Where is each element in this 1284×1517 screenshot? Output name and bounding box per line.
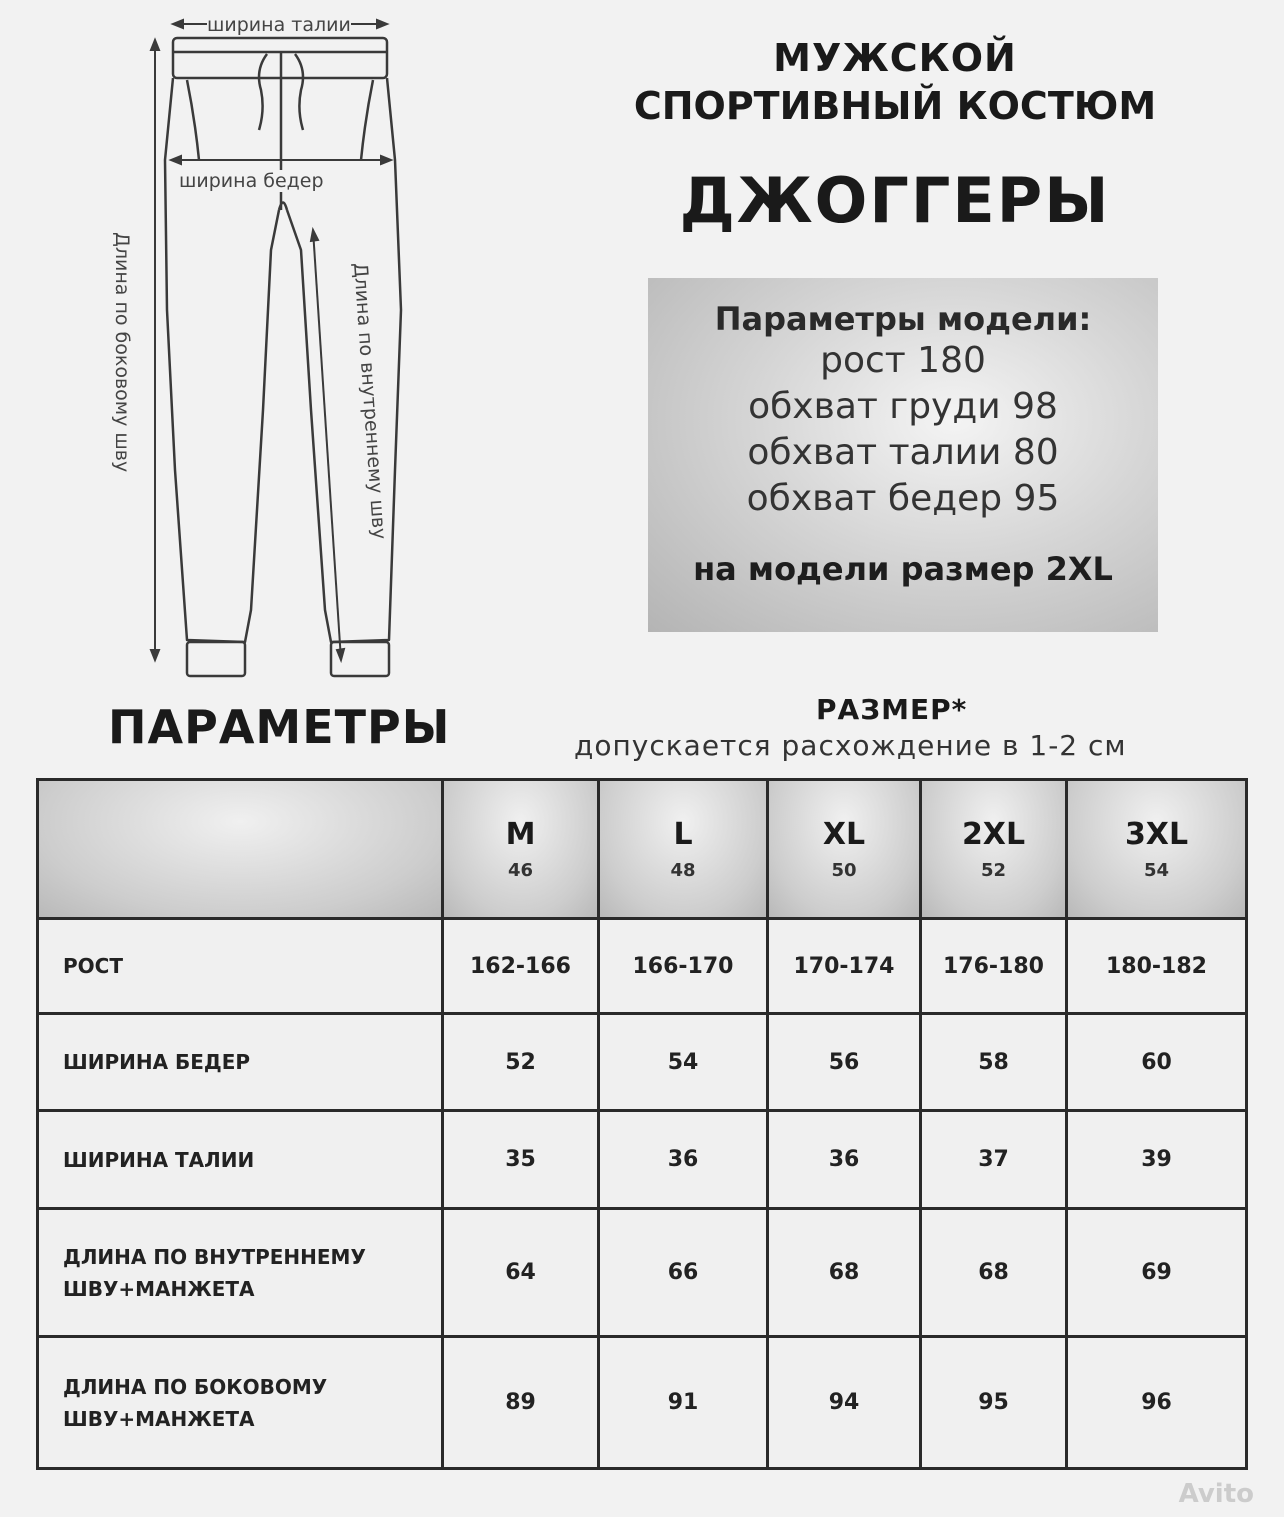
table-cell: 60: [1065, 1012, 1248, 1112]
row-label-waist-width: ШИРИНА ТАЛИИ: [36, 1109, 444, 1210]
model-height: рост 180: [820, 340, 986, 381]
model-hips: обхват бедер 95: [746, 478, 1060, 519]
table-cell: 54: [597, 1012, 769, 1112]
table-cell: 58: [919, 1012, 1068, 1112]
size-label: XL: [822, 817, 866, 852]
size-label: M: [505, 817, 536, 852]
table-cell: 36: [766, 1109, 922, 1210]
size-label: 2XL: [961, 817, 1026, 852]
size-ru-label: 54: [1143, 860, 1170, 881]
model-size: на модели размер 2XL: [693, 550, 1113, 588]
size-note: допускается расхождение в 1-2 см: [574, 729, 1127, 762]
table-cell: 176-180: [919, 917, 1068, 1015]
table-cell: 68: [919, 1207, 1068, 1338]
inner-seam-label: Длина по внутреннему шву: [349, 262, 391, 541]
size-header-l: [597, 778, 769, 920]
size-header-2xl: [919, 778, 1068, 920]
table-cell: 66: [597, 1207, 769, 1338]
size-ru-label: 50: [831, 860, 857, 881]
row-label-hip-width: ШИРИНА БЕДЕР: [36, 1012, 444, 1112]
size-header-m: [441, 778, 600, 920]
size-table: [36, 778, 1248, 1470]
table-cell: 166-170: [597, 917, 769, 1015]
title-line-2: СПОРТИВНЫЙ КОСТЮМ: [633, 84, 1157, 128]
table-cell: 162-166: [441, 917, 600, 1015]
table-cell: 96: [1065, 1335, 1248, 1470]
table-cell: 52: [441, 1012, 600, 1112]
size-header-xl: [766, 778, 922, 920]
title-line-3: ДЖОГГЕРЫ: [679, 164, 1111, 237]
size-label: 3XL: [1124, 817, 1189, 852]
table-cell: 35: [441, 1109, 600, 1210]
table-cell: 64: [441, 1207, 600, 1338]
table-cell: 39: [1065, 1109, 1248, 1210]
row-label-height: РОСТ: [36, 917, 444, 1015]
model-waist: обхват талии 80: [747, 432, 1059, 473]
size-title: РАЗМЕР*: [816, 693, 968, 726]
table-cell: 56: [766, 1012, 922, 1112]
size-ru-label: 46: [507, 860, 534, 881]
hip-width-label: ширина бедер: [179, 170, 324, 192]
params-title: ПАРАМЕТРЫ: [108, 700, 451, 754]
model-chest: обхват груди 98: [748, 386, 1058, 427]
table-cell: 89: [441, 1335, 600, 1470]
table-cell: 37: [919, 1109, 1068, 1210]
table-cell: 69: [1065, 1207, 1248, 1338]
table-cell: 36: [597, 1109, 769, 1210]
avito-watermark: Avito: [1178, 1479, 1254, 1509]
table-cell: 94: [766, 1335, 922, 1470]
table-corner-cell: [36, 778, 444, 920]
row-label-side-seam: ДЛИНА ПО БОКОВОМУ ШВУ+МАНЖЕТА: [36, 1335, 444, 1470]
table-cell: 68: [766, 1207, 922, 1338]
pants-diagram: [95, 10, 425, 680]
size-label: L: [673, 817, 693, 852]
row-label-inner-seam: ДЛИНА ПО ВНУТРЕННЕМУ ШВУ+МАНЖЕТА: [36, 1207, 444, 1338]
size-ru-label: 52: [980, 860, 1007, 881]
model-parameters-box: [648, 278, 1158, 632]
table-cell: 170-174: [766, 917, 922, 1015]
size-header-3xl: [1065, 778, 1248, 920]
waist-width-label: ширина талии: [207, 14, 351, 36]
table-cell: 180-182: [1065, 917, 1248, 1015]
table-cell: 91: [597, 1335, 769, 1470]
title-line-1: МУЖСКОЙ: [773, 36, 1017, 80]
side-seam-label: Длина по боковому шву: [111, 232, 133, 473]
table-cell: 95: [919, 1335, 1068, 1470]
model-heading: Параметры модели:: [714, 300, 1092, 338]
size-ru-label: 48: [670, 860, 696, 881]
